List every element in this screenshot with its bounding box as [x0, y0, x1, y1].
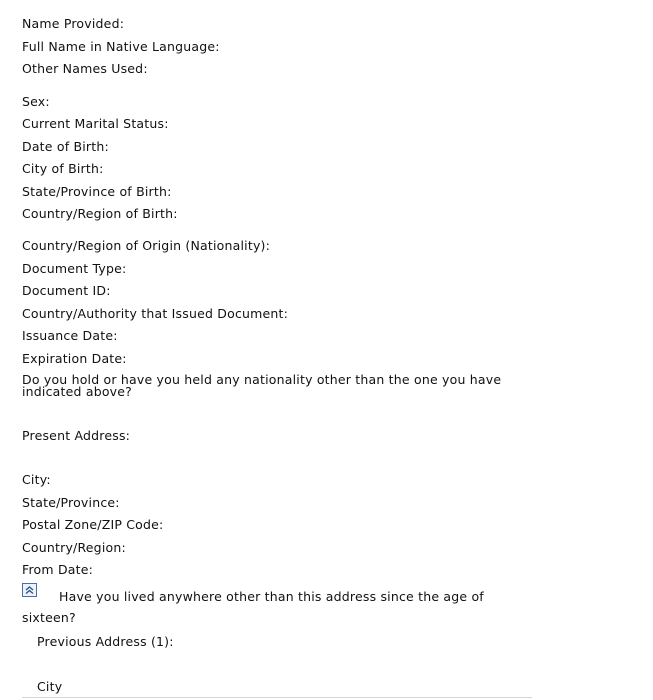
present-address-label: Present Address:	[22, 428, 131, 443]
document-type-label: Document Type:	[22, 261, 127, 276]
postal-zone-label: Postal Zone/ZIP Code:	[22, 517, 164, 532]
full-name-native-label: Full Name in Native Language:	[22, 39, 220, 54]
expiration-date-label: Expiration Date:	[22, 351, 127, 366]
city-of-birth-label: City of Birth:	[22, 161, 104, 176]
country-region-label: Country/Region:	[22, 540, 126, 555]
sex-label: Sex:	[22, 94, 50, 109]
other-nationality-question: Do you hold or have you held any nationality other than the one you have indicated above?	[22, 372, 502, 399]
document-id-label: Document ID:	[22, 283, 111, 298]
lived-elsewhere-question: Have you lived anywhere other than this address since the age of sixteen?	[22, 589, 484, 625]
name-provided-label: Name Provided:	[22, 16, 125, 31]
other-names-label: Other Names Used:	[22, 61, 148, 76]
nationality-label: Country/Region of Origin (Nationality):	[22, 238, 271, 253]
marital-status-label: Current Marital Status:	[22, 116, 169, 131]
divider	[22, 697, 532, 698]
city-label: City:	[22, 472, 51, 487]
previous-city-label: City	[37, 679, 63, 694]
country-of-birth-label: Country/Region of Birth:	[22, 206, 178, 221]
issuance-date-label: Issuance Date:	[22, 328, 118, 343]
previous-address-label: Previous Address (1):	[37, 634, 174, 649]
issuing-authority-label: Country/Authority that Issued Document:	[22, 306, 289, 321]
state-province-label: State/Province:	[22, 495, 120, 510]
date-of-birth-label: Date of Birth:	[22, 139, 109, 154]
from-date-label: From Date:	[22, 562, 94, 577]
state-of-birth-label: State/Province of Birth:	[22, 184, 172, 199]
